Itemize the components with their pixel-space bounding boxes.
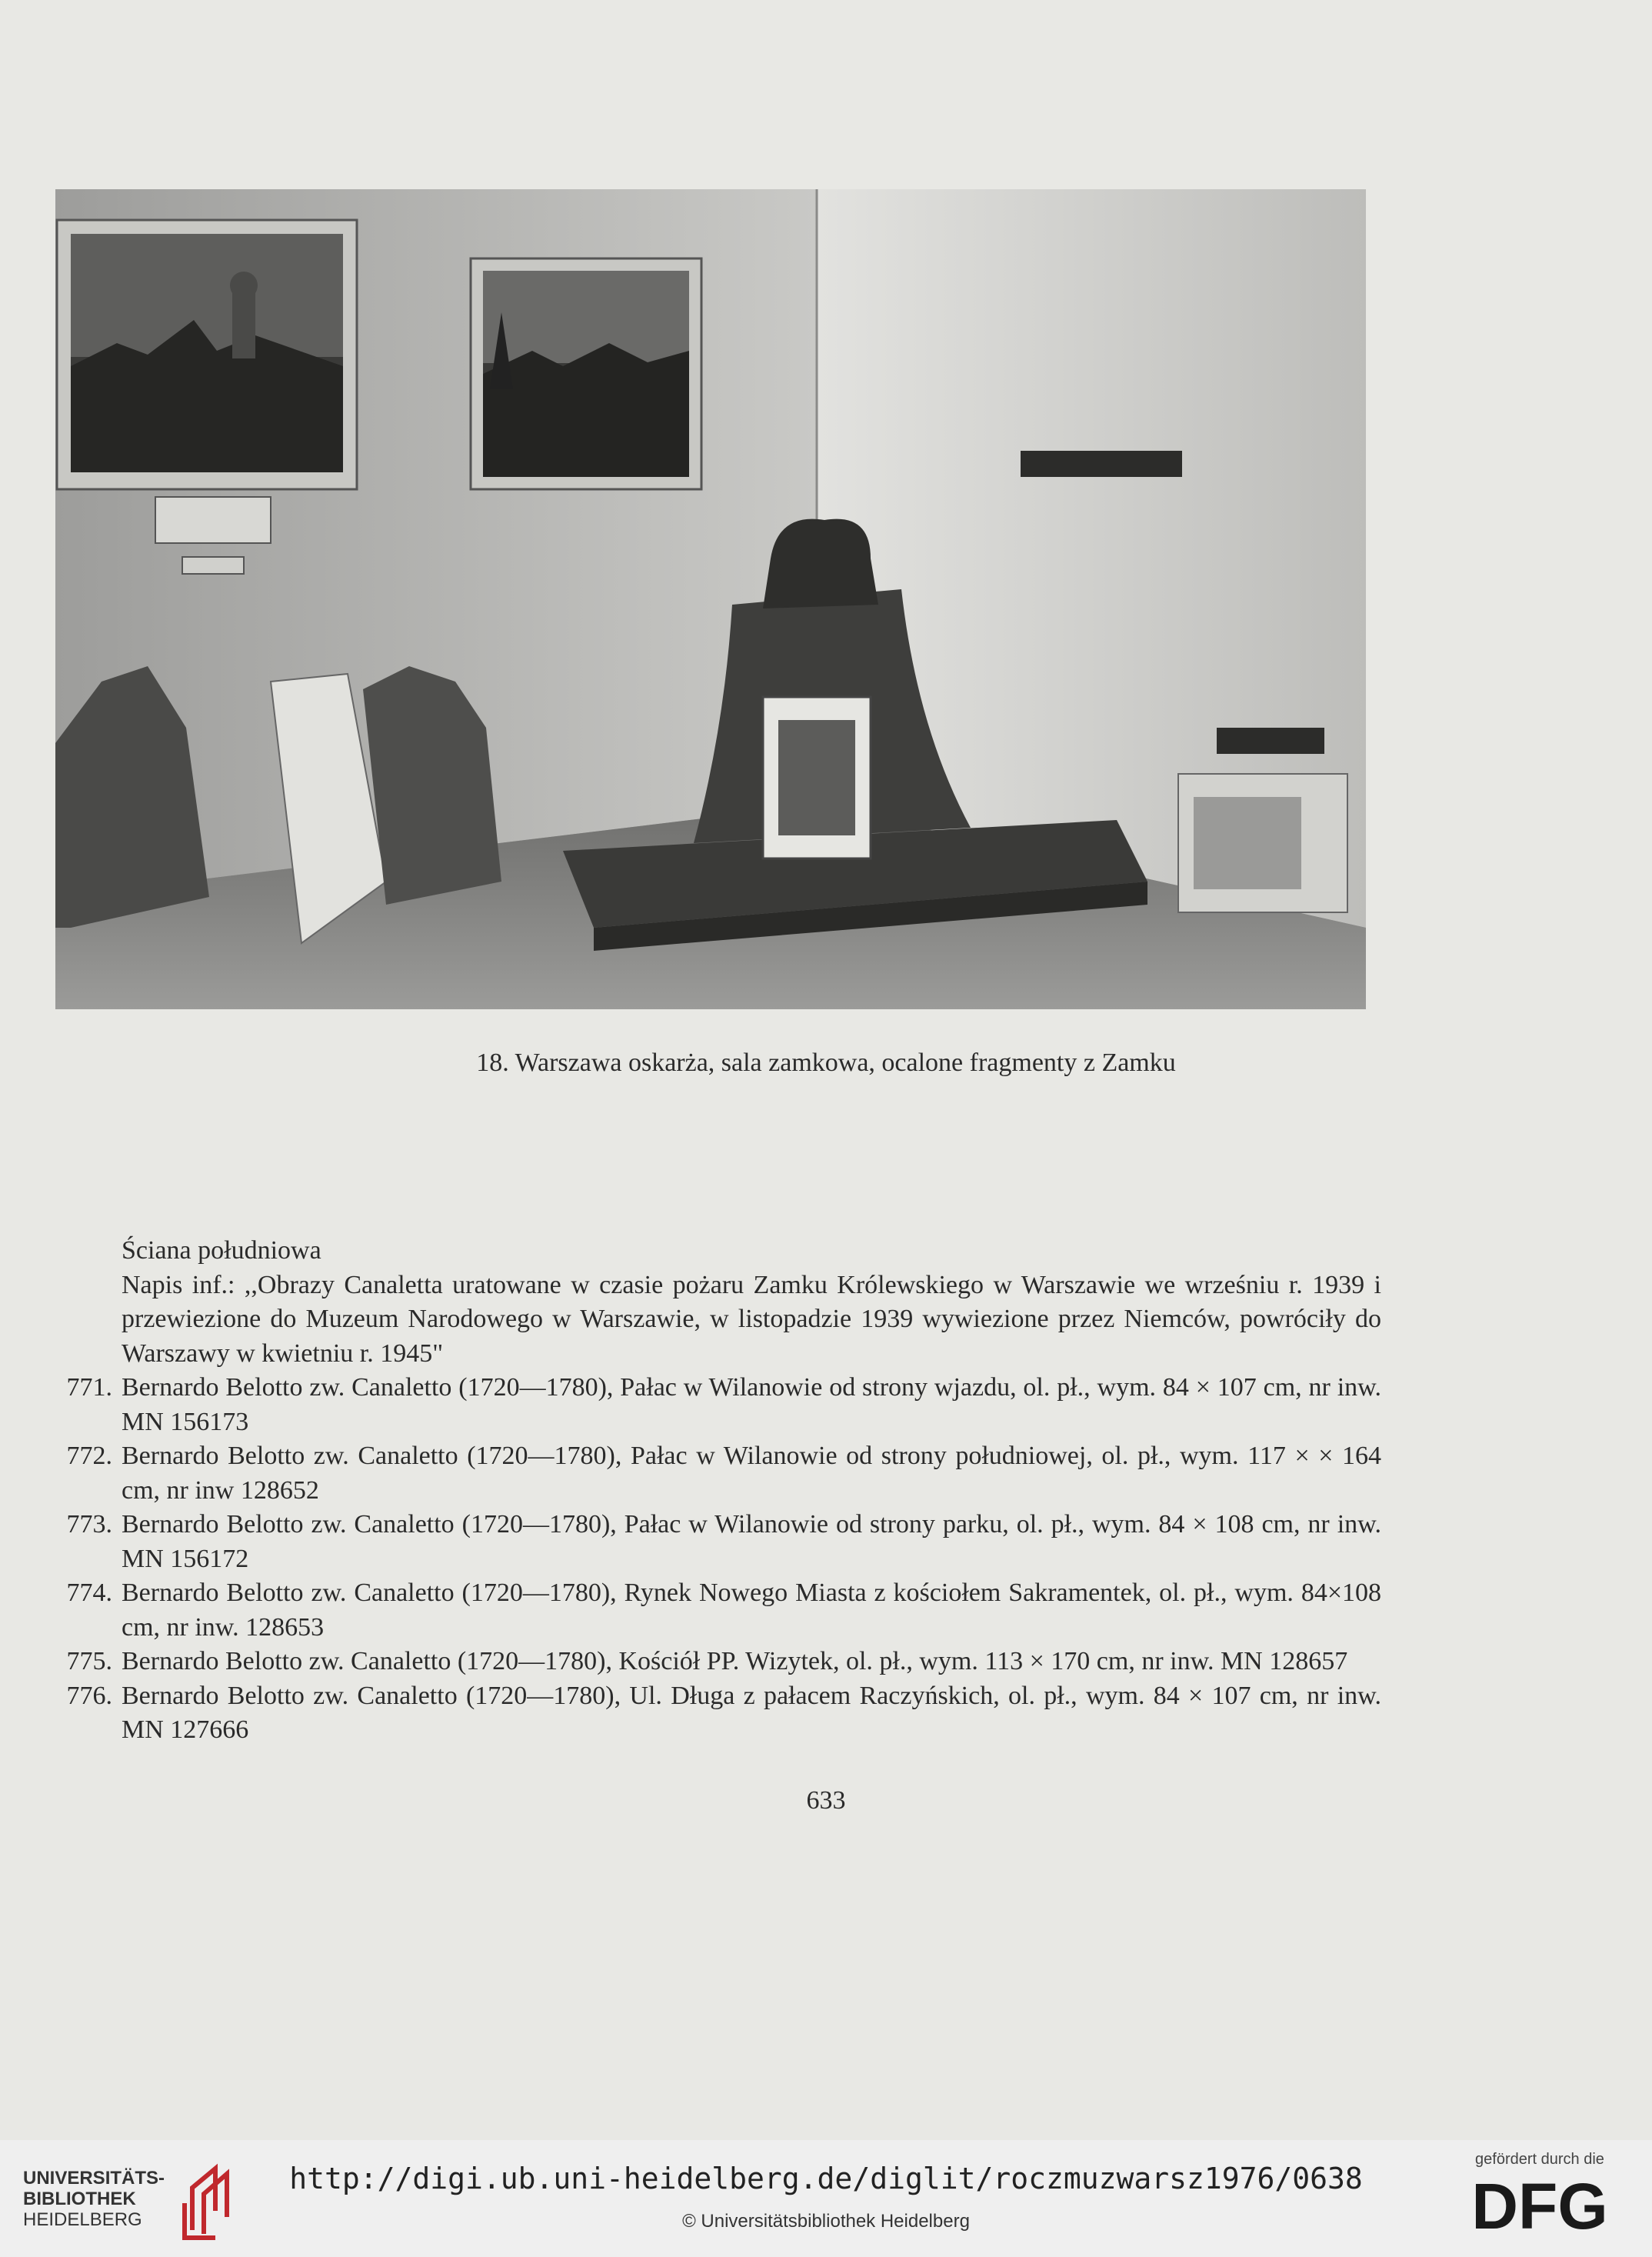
page-number: 633 (806, 1786, 846, 1815)
plaque-left (155, 497, 271, 543)
dfg-logo-icon (1463, 2173, 1617, 2236)
entry-text: Bernardo Belotto zw. Canaletto (1720—1780), Pałac w Wilanowie od strony parku, ol. pł., wym. 84 × 108 cm, nr inw. MN 156172 (122, 1510, 1381, 1573)
entry-number: 773. (66, 1510, 112, 1539)
wall-sign (1021, 451, 1182, 477)
catalogue-entry (58, 1576, 1381, 1645)
catalogue-text (58, 1234, 1381, 1748)
library-name: UNIVERSITÄTS- BIBLIOTHEK HEIDELBERG (23, 2168, 165, 2230)
figure-caption: 18. Warszawa oskarża, sala zamkowa, ocalone fragmenty z Zamku (476, 1048, 1176, 1077)
entry-number: 772. (66, 1442, 112, 1470)
inscription-note: Napis inf.: ,,Obrazy Canaletta uratowane w czasie pożaru Zamku Królewskiego w Warszawie we wrześniu r. 1939 i przewiezione do Muzeum Narodowego w Warszawie, w listopadzie 1939 wywiezione przez Niemców, powróciły do Warszawy w kwietniu r. 1945" (122, 1270, 1381, 1368)
entry-text: Bernardo Belotto zw. Canaletto (1720—1780), Rynek Nowego Miasta z kościołem Sakramentek, ol. pł., wym. 84×108 cm, nr inw. 128653 (122, 1579, 1381, 1642)
permalink-url[interactable]: http://digi.ub.uni-heidelberg.de/diglit/roczmuzwarsz1976/0638 (289, 2162, 1363, 2195)
entry-number: 776. (66, 1681, 112, 1710)
entry-number: 774. (66, 1579, 112, 1607)
entry-text: Bernardo Belotto zw. Canaletto (1720—1780), Pałac w Wilanowie od strony południowej, ol. pł., wym. 117 × × 164 cm, nr inw 128652 (122, 1442, 1381, 1505)
painting-left (57, 220, 357, 489)
catalogue-entry (58, 1645, 1381, 1679)
catalogue-entry (58, 1371, 1381, 1439)
figure-photograph (55, 189, 1366, 1009)
entry-text: Bernardo Belotto zw. Canaletto (1720—1780), Pałac w Wilanowie od strony wjazdu, ol. pł., wym. 84 × 107 cm, nr inw. MN 156173 (122, 1373, 1381, 1436)
entry-text: Bernardo Belotto zw. Canaletto (1720—1780), Kościół PP. Wizytek, ol. pł., wym. 113 × 170 cm, nr inw. MN 128657 (122, 1647, 1348, 1675)
section-heading: Ściana południowa (122, 1236, 321, 1265)
catalogue-entry (58, 1679, 1381, 1748)
catalogue-entry (58, 1439, 1381, 1508)
digitization-footer (0, 2140, 1652, 2257)
catalogue-entry (58, 1508, 1381, 1576)
entry-number: 771. (66, 1373, 112, 1402)
funding-label: gefördert durch die (1475, 2151, 1604, 2168)
exhibition-room-photo (55, 189, 1366, 1009)
wall-sign-right (1217, 728, 1324, 754)
painting-right (471, 258, 701, 489)
label-small (182, 557, 244, 574)
entry-number: 775. (66, 1647, 112, 1675)
copyright-notice: © Universitätsbibliothek Heidelberg (682, 2211, 970, 2232)
svg-text:DFG: DFG (1471, 2173, 1608, 2236)
capital-fragment (1178, 774, 1347, 912)
dfg-funding[interactable] (1463, 2151, 1617, 2248)
entry-text: Bernardo Belotto zw. Canaletto (1720—1780), Ul. Długa z pałacem Raczyńskich, ol. pł., wym. 84 × 107 cm, nr inw. MN 127666 (122, 1681, 1381, 1744)
